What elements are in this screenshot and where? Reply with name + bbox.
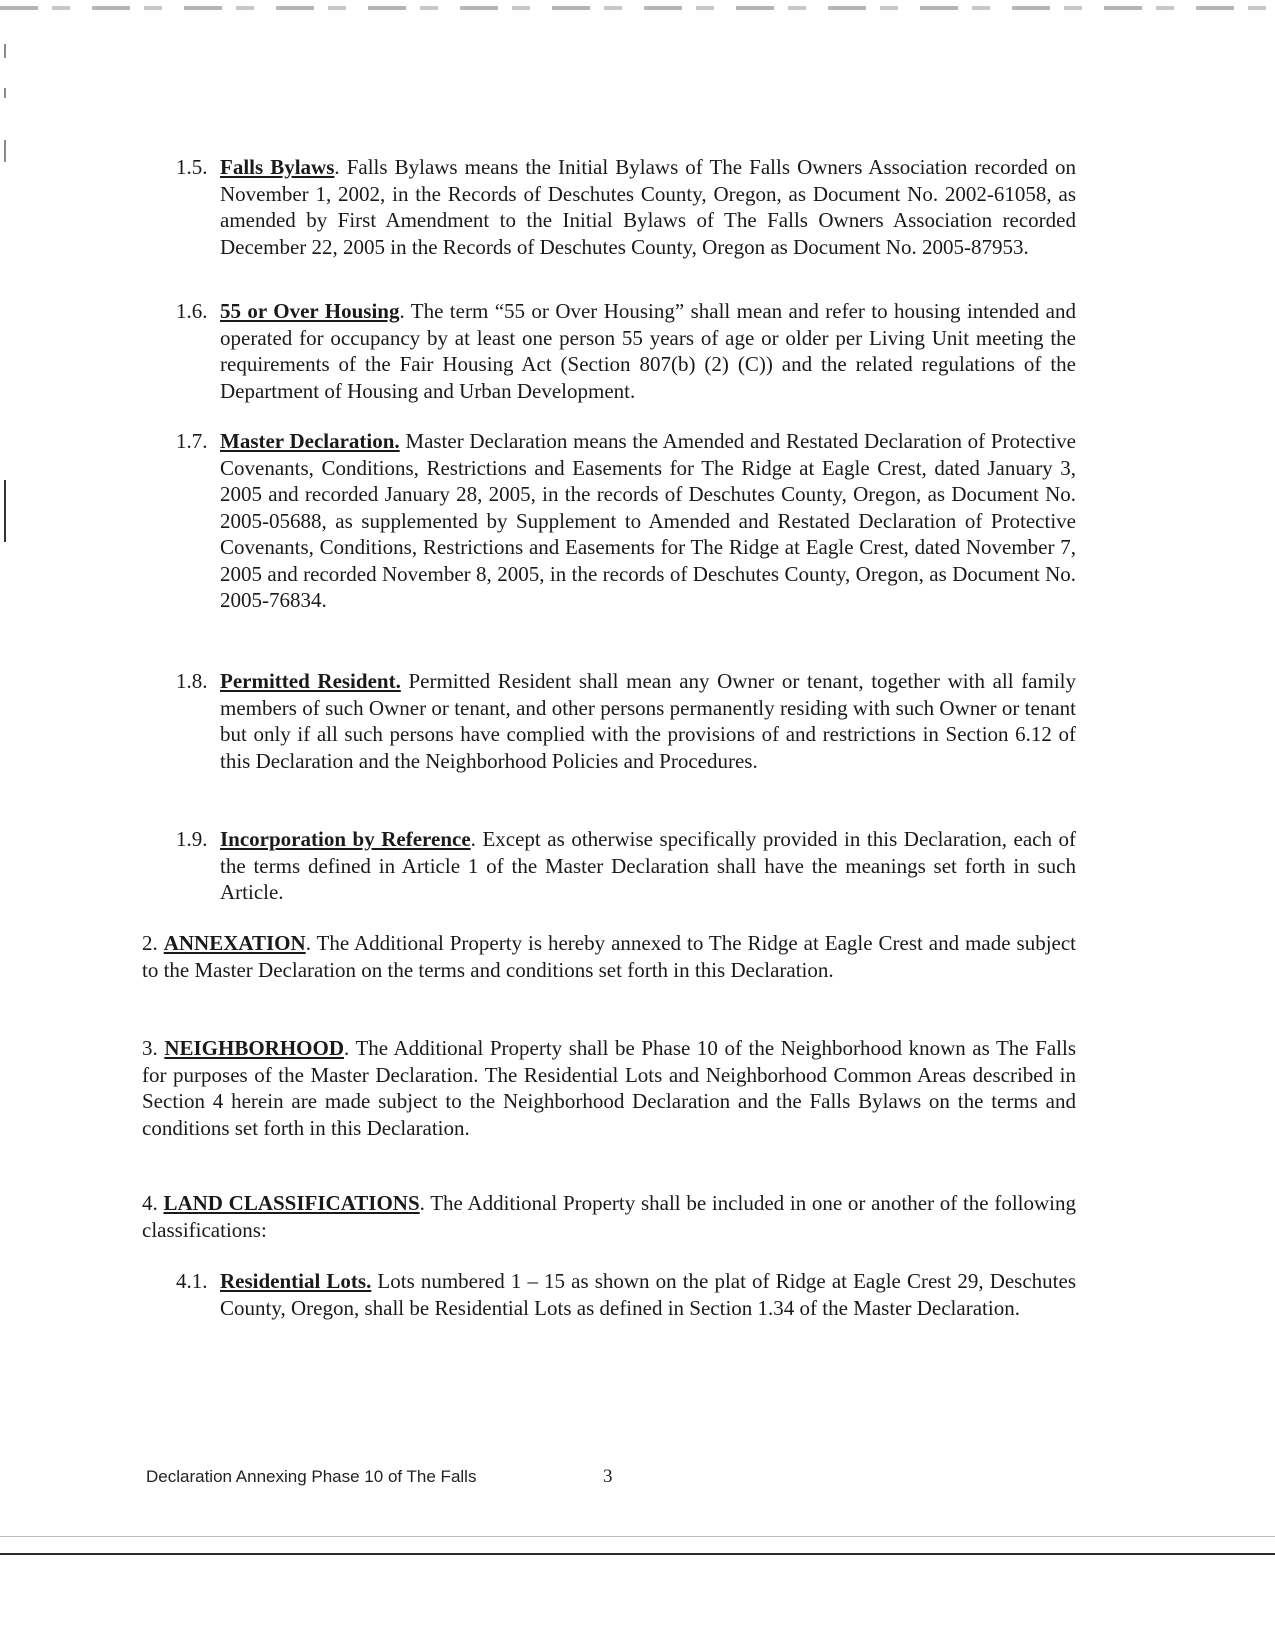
section-text [220, 826, 1076, 906]
defined-term: Falls Bylaws [220, 155, 335, 179]
scan-artifact-left-tick [4, 88, 6, 98]
defined-term: 55 or Over Housing [220, 299, 400, 323]
section-number: 1.6. [176, 299, 208, 323]
section-body: . The term “55 or Over Housing” shall mean and refer to housing intended and operated for occupancy by at least one person 55 years of age or older per Living Unit meeting the requirements of the Fair Housing Act (Section 807(b) (2) (C)) and the related regulations of the Department of Housing and Urban Development. [220, 299, 1076, 403]
section-body: . Falls Bylaws means the Initial Bylaws of The Falls Owners Association recorded on November 1, 2002, in the Records of Deschutes County, Oregon, as Document No. 2002-61058, as amended by First Amendment to the Initial Bylaws of The Falls Owners Association recorded December 22, 2005 in the Records of Deschutes County, Oregon as Document No. 2005-87953. [220, 155, 1076, 259]
section-number: 1.5. [176, 155, 208, 179]
scan-artifact-left-bar [4, 480, 6, 542]
section-body: . Except as otherwise specifically provided in this Declaration, each of the terms defined in Article 1 of the Master Declaration shall have the meanings set forth in such Article. [220, 827, 1077, 904]
section-1-6 [176, 298, 1076, 404]
section-body: . The Additional Property shall be included in one or another of the following classifications: [142, 1191, 1076, 1242]
section-number: 1.7. [176, 429, 208, 453]
section-body: Lots numbered 1 – 15 as shown on the plat of Ridge at Eagle Crest 29, Deschutes County, Oregon, shall be Residential Lots as defined in Section 1.34 of the Master Declaration. [220, 1269, 1076, 1320]
section-number: 4. [142, 1191, 158, 1215]
scan-artifact-bottom-line [0, 1536, 1275, 1537]
footer-document-title: Declaration Annexing Phase 10 of The Falls [146, 1467, 477, 1486]
section-text [220, 298, 1076, 404]
section-number: 4.1. [176, 1269, 208, 1293]
defined-term: NEIGHBORHOOD [164, 1036, 345, 1060]
section-body: Permitted Resident shall mean any Owner or tenant, together with all family members of such Owner or tenant, and other persons permanently residing with such Owner or tenant but only if all such persons have complied with the provisions of and restrictions in Section 6.12 of this Declaration and the Neighborhood Policies and Procedures. [220, 669, 1077, 773]
section-4-1 [176, 1268, 1076, 1321]
section-1-8 [176, 668, 1076, 774]
defined-term: ANNEXATION [163, 931, 306, 955]
scan-artifact-top-border [0, 6, 1275, 10]
footer-page-number: 3 [603, 1466, 613, 1487]
section-body: . The Additional Property shall be Phase 10 of the Neighborhood known as The Falls for purposes of the Master Declaration. The Residential Lots and Neighborhood Common Areas described in Section 4 herein are made subject to the Neighborhood Declaration and the Falls Bylaws on the terms and conditions set forth in this Declaration. [142, 1036, 1077, 1140]
section-number: 3. [142, 1036, 158, 1060]
defined-term: Residential Lots. [220, 1269, 372, 1293]
section-text [220, 668, 1076, 774]
section-3 [142, 1035, 1076, 1141]
scan-artifact-left-tick [4, 140, 6, 162]
defined-term: Permitted Resident. [220, 669, 401, 693]
section-number: 2. [142, 931, 158, 955]
section-body: . The Additional Property is hereby annexed to The Ridge at Eagle Crest and made subject to the Master Declaration on the terms and conditions set forth in this Declaration. [142, 931, 1076, 982]
defined-term: LAND CLASSIFICATIONS [163, 1191, 420, 1215]
defined-term: Master Declaration. [220, 429, 400, 453]
section-text [220, 428, 1076, 614]
section-1-5 [176, 154, 1076, 260]
section-text [220, 154, 1076, 260]
defined-term: Incorporation by Reference [220, 827, 471, 851]
scan-artifact-left-tick [4, 44, 6, 58]
section-body: Master Declaration means the Amended and Restated Declaration of Protective Covenants, Conditions, Restrictions and Easements for The Ridge at Eagle Crest, dated January 3, 2005 and recorded January 28, 2005, in the records of Deschutes County, Oregon, as Document No. 2005-05688, as supplemented by Supplement to Amended and Restated Declaration of Protective Covenants, Conditions, Restrictions and Easements for The Ridge at Eagle Crest, dated November 7, 2005 and recorded November 8, 2005, in the records of Deschutes County, Oregon, as Document No. 2005-76834. [220, 429, 1077, 612]
section-1-9 [176, 826, 1076, 906]
scan-artifact-bottom-border [0, 1553, 1275, 1555]
section-1-7 [176, 428, 1076, 614]
section-number: 1.8. [176, 669, 208, 693]
section-number: 1.9. [176, 827, 208, 851]
section-text [220, 1268, 1076, 1321]
section-4 [142, 1190, 1076, 1243]
section-2 [142, 930, 1076, 983]
